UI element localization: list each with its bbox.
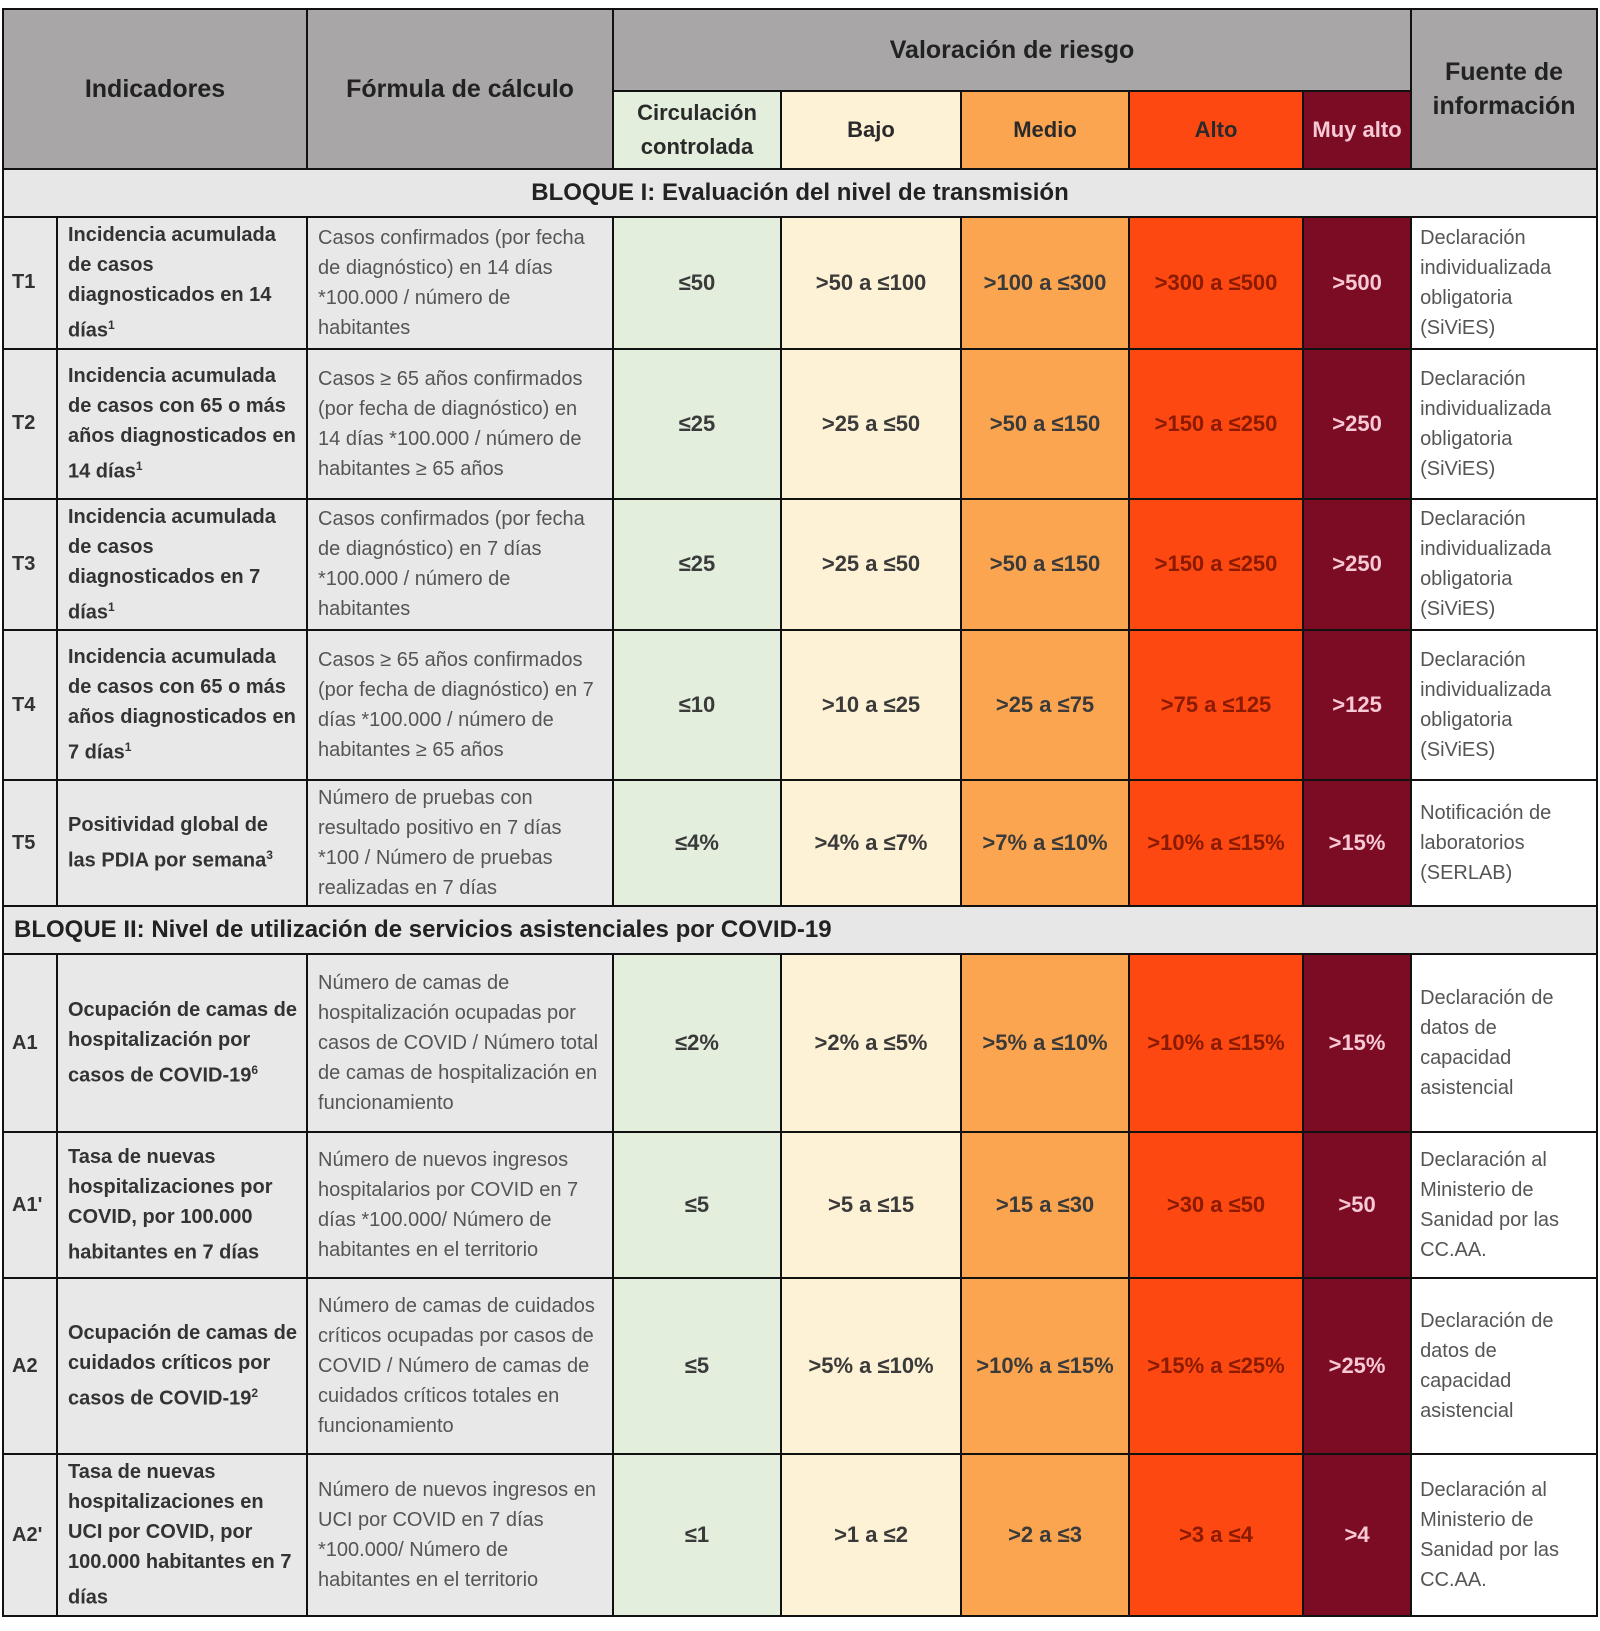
- indicator-row: [3, 217, 1597, 349]
- threshold-alto: >10% a ≤15%: [1129, 954, 1303, 1132]
- formula: Número de camas de hospitalización ocupadas por casos de COVID / Número total de camas de hospitalización en funcionamiento: [307, 954, 613, 1132]
- threshold-alto: >150 a ≤250: [1129, 499, 1303, 631]
- threshold-circulacion-controlada: ≤5: [613, 1278, 781, 1454]
- formula: Número de pruebas con resultado positivo en 7 días *100 / Número de pruebas realizadas en 7 días: [307, 780, 613, 906]
- threshold-medio: >15 a ≤30: [961, 1132, 1129, 1278]
- indicator-code: T3: [3, 499, 57, 631]
- indicator-code: T5: [3, 780, 57, 906]
- header-formula: Fórmula de cálculo: [307, 9, 613, 169]
- formula: Número de nuevos ingresos hospitalarios por COVID en 7 días *100.000/ Número de habitantes en el territorio: [307, 1132, 613, 1278]
- threshold-alto: >75 a ≤125: [1129, 630, 1303, 780]
- information-source: Declaración de datos de capacidad asistencial: [1411, 954, 1597, 1132]
- indicator-name: [57, 630, 307, 780]
- formula: Número de nuevos ingresos en UCI por COVID en 7 días *100.000/ Número de habitantes en el territorio: [307, 1454, 613, 1616]
- threshold-muy-alto: >125: [1303, 630, 1411, 780]
- threshold-bajo: >2% a ≤5%: [781, 954, 961, 1132]
- footnote-ref: 2: [251, 1386, 259, 1401]
- threshold-circulacion-controlada: ≤5: [613, 1132, 781, 1278]
- header-indicadores: Indicadores: [3, 9, 307, 169]
- indicator-name: [57, 780, 307, 906]
- indicator-label: Incidencia acumulada de casos con 65 o más años diagnosticados en 7 días: [68, 646, 296, 765]
- indicator-label: Incidencia acumulada de casos diagnosticados en 14 días: [68, 224, 276, 342]
- footnote-ref: 6: [251, 1063, 259, 1078]
- information-source: Declaración individualizada obligatoria (SiViES): [1411, 217, 1597, 349]
- threshold-muy-alto: >15%: [1303, 954, 1411, 1132]
- footnote-ref: 3: [266, 848, 273, 863]
- threshold-bajo: >4% a ≤7%: [781, 780, 961, 906]
- risk-indicators-table: [2, 8, 1598, 1617]
- indicator-name: [57, 349, 307, 499]
- indicator-name: [57, 1278, 307, 1454]
- threshold-bajo: >10 a ≤25: [781, 630, 961, 780]
- indicator-code: T4: [3, 630, 57, 780]
- threshold-medio: >50 a ≤150: [961, 349, 1129, 499]
- footnote-ref: 1: [108, 599, 115, 614]
- indicator-label: Incidencia acumulada de casos diagnosticados en 7 días: [68, 505, 276, 624]
- information-source: Declaración individualizada obligatoria (SiViES): [1411, 349, 1597, 499]
- threshold-alto: >30 a ≤50: [1129, 1132, 1303, 1278]
- threshold-muy-alto: >4: [1303, 1454, 1411, 1616]
- threshold-bajo: >25 a ≤50: [781, 349, 961, 499]
- information-source: Declaración individualizada obligatoria (SiViES): [1411, 499, 1597, 631]
- threshold-bajo: >50 a ≤100: [781, 217, 961, 349]
- header-valoracion: Valoración de riesgo: [613, 9, 1411, 91]
- threshold-muy-alto: >15%: [1303, 780, 1411, 906]
- header-fuente: Fuente de información: [1411, 9, 1597, 169]
- indicator-code: A1': [3, 1132, 57, 1278]
- indicator-code: A1: [3, 954, 57, 1132]
- threshold-circulacion-controlada: ≤10: [613, 630, 781, 780]
- level-medio: Medio: [961, 91, 1129, 169]
- indicator-name: [57, 217, 307, 349]
- footnote-ref: 1: [108, 318, 115, 332]
- formula: Casos ≥ 65 años confirmados (por fecha de diagnóstico) en 14 días *100.000 / número de habitantes ≥ 65 años: [307, 349, 613, 499]
- level-circulacion-controlada: Circulación controlada: [613, 91, 781, 169]
- indicator-label: Positividad global de las PDIA por semana: [68, 814, 269, 873]
- threshold-alto: >300 a ≤500: [1129, 217, 1303, 349]
- indicator-row: [3, 1132, 1597, 1278]
- threshold-alto: >15% a ≤25%: [1129, 1278, 1303, 1454]
- indicator-code: T2: [3, 349, 57, 499]
- indicator-row: [3, 1454, 1597, 1616]
- level-alto: Alto: [1129, 91, 1303, 169]
- block-title: BLOQUE I: Evaluación del nivel de transmisión: [3, 169, 1597, 217]
- threshold-circulacion-controlada: ≤1: [613, 1454, 781, 1616]
- information-source: Declaración de datos de capacidad asistencial: [1411, 1278, 1597, 1454]
- indicator-row: [3, 780, 1597, 906]
- indicator-row: [3, 499, 1597, 631]
- level-muy-alto: Muy alto: [1303, 91, 1411, 169]
- indicator-row: [3, 630, 1597, 780]
- block-title: BLOQUE II: Nivel de utilización de servicios asistenciales por COVID-19: [3, 906, 1597, 954]
- indicator-name: [57, 954, 307, 1132]
- indicator-name: [57, 1454, 307, 1616]
- indicator-label: Tasa de nuevas hospitalizaciones en UCI por COVID, por 100.000 habitantes en 7 días: [68, 1461, 292, 1609]
- indicator-label: Ocupación de camas de cuidados críticos por casos de COVID-19: [68, 1322, 297, 1411]
- information-source: Declaración individualizada obligatoria (SiViES): [1411, 630, 1597, 780]
- indicator-label: Tasa de nuevas hospitalizaciones por COVID, por 100.000 habitantes en 7 días: [68, 1146, 273, 1265]
- information-source: Notificación de laboratorios (SERLAB): [1411, 780, 1597, 906]
- indicator-code: A2': [3, 1454, 57, 1616]
- footnote-ref: 1: [135, 458, 143, 473]
- threshold-circulacion-controlada: ≤50: [613, 217, 781, 349]
- level-bajo: Bajo: [781, 91, 961, 169]
- threshold-muy-alto: >250: [1303, 349, 1411, 499]
- risk-assessment-document: [2, 8, 1596, 1617]
- formula: Número de camas de cuidados críticos ocupadas por casos de COVID / Número de camas de cuidados críticos totales en funcionamiento: [307, 1278, 613, 1454]
- threshold-muy-alto: >50: [1303, 1132, 1411, 1278]
- formula: Casos ≥ 65 años confirmados (por fecha de diagnóstico) en 7 días *100.000 / número de habitantes ≥ 65 años: [307, 630, 613, 780]
- threshold-bajo: >5 a ≤15: [781, 1132, 961, 1278]
- indicator-code: A2: [3, 1278, 57, 1454]
- threshold-medio: >25 a ≤75: [961, 630, 1129, 780]
- threshold-circulacion-controlada: ≤25: [613, 349, 781, 499]
- indicator-code: T1: [3, 217, 57, 349]
- indicator-row: [3, 349, 1597, 499]
- threshold-alto: >10% a ≤15%: [1129, 780, 1303, 906]
- threshold-bajo: >1 a ≤2: [781, 1454, 961, 1616]
- threshold-circulacion-controlada: ≤2%: [613, 954, 781, 1132]
- threshold-muy-alto: >500: [1303, 217, 1411, 349]
- threshold-medio: >2 a ≤3: [961, 1454, 1129, 1616]
- indicator-row: [3, 1278, 1597, 1454]
- threshold-medio: >5% a ≤10%: [961, 954, 1129, 1132]
- formula: Casos confirmados (por fecha de diagnóstico) en 7 días *100.000 / número de habitantes: [307, 499, 613, 631]
- threshold-alto: >3 a ≤4: [1129, 1454, 1303, 1616]
- footnote-ref: 1: [124, 740, 132, 755]
- threshold-medio: >50 a ≤150: [961, 499, 1129, 631]
- threshold-medio: >100 a ≤300: [961, 217, 1129, 349]
- indicator-name: [57, 1132, 307, 1278]
- indicator-name: [57, 499, 307, 631]
- formula: Casos confirmados (por fecha de diagnóstico) en 14 días *100.000 / número de habitantes: [307, 217, 613, 349]
- threshold-muy-alto: >25%: [1303, 1278, 1411, 1454]
- indicator-label: Ocupación de camas de hospitalización por casos de COVID-19: [68, 999, 297, 1088]
- threshold-bajo: >25 a ≤50: [781, 499, 961, 631]
- threshold-circulacion-controlada: ≤4%: [613, 780, 781, 906]
- threshold-medio: >10% a ≤15%: [961, 1278, 1129, 1454]
- information-source: Declaración al Ministerio de Sanidad por las CC.AA.: [1411, 1454, 1597, 1616]
- threshold-medio: >7% a ≤10%: [961, 780, 1129, 906]
- indicator-row: [3, 954, 1597, 1132]
- threshold-alto: >150 a ≤250: [1129, 349, 1303, 499]
- threshold-bajo: >5% a ≤10%: [781, 1278, 961, 1454]
- threshold-muy-alto: >250: [1303, 499, 1411, 631]
- information-source: Declaración al Ministerio de Sanidad por las CC.AA.: [1411, 1132, 1597, 1278]
- threshold-circulacion-controlada: ≤25: [613, 499, 781, 631]
- indicator-label: Incidencia acumulada de casos con 65 o más años diagnosticados en 14 días: [68, 364, 296, 483]
